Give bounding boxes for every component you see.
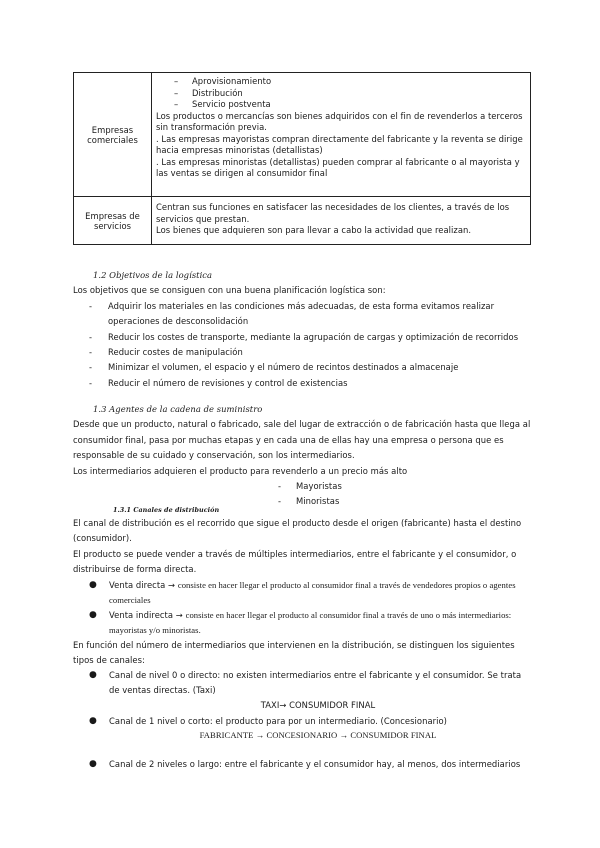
subsection-heading: 1.3.1 Canales de distribución [113, 506, 220, 514]
table-row [74, 196, 530, 244]
list-item: ● Canal de 1 nivel o corto: el producto para por un intermediario. (Concesionario) [89, 715, 448, 726]
cell-paragraph: Centran sus funciones en satisfacer las necesidades de los clientes, a través de los servicios que prestan. [156, 202, 510, 224]
list-item: ● Canal de nivel 0 o directo: no existen intermediarios entre el fabricante y el consumidor. Se trata de ventas directas. (Taxi) [89, 670, 522, 696]
intermediaries-line: Los intermediarios adquieren el producto para revenderlo a un precio más alto [73, 465, 408, 476]
cell-paragraph: . Las empresas mayoristas compran directamente del fabricante y la reventa se dirige hacia empresas minoristas (detallistas) [156, 133, 523, 155]
list-item: - Minimizar el volumen, el espacio y el número de recintos destinados a almacenaje [89, 362, 459, 373]
row-label: Empresas de servicios [74, 197, 152, 244]
list-item: ● Venta directa → consiste en hacer llegar el producto al consumidor final a través de vendedores propios o agentes comerciales [89, 579, 516, 605]
list-item: - Reducir los costes de transporte, mediante la agrupación de cargas y optimización de recorridos [89, 331, 519, 342]
section-paragraph: En función del número de intermediarios que intervienen en la distribución, se distinguen los siguientes tipos de canales: [73, 639, 515, 666]
row-label: Empresas comerciales [74, 73, 152, 196]
section-heading: 1.3 Agentes de la cadena de suministro [93, 404, 263, 414]
section-paragraph: El canal de distribución es el recorrido que sigue el producto desde el origen (fabricante) hasta el destino (consumidor). [73, 518, 522, 544]
section-heading: 1.2 Objetivos de la logística [93, 270, 213, 280]
company-types-table [73, 72, 531, 245]
section-objectives [73, 268, 533, 391]
channel-flow: FABRICANTE → CONCESIONARIO → CONSUMIDOR FINAL [199, 729, 437, 740]
list-item: - Reducir el número de revisiones y control de existencias [89, 377, 348, 388]
channel-flow: TAXI→ CONSUMIDOR FINAL [260, 700, 376, 711]
row-content [152, 197, 530, 244]
section-intro: Los objetivos que se consiguen con una buena planificación logística son: [73, 285, 386, 296]
channels-list [73, 757, 533, 772]
intermediary-item: - Mayoristas [278, 481, 342, 492]
channels-list [73, 714, 533, 729]
list-item: ● Venta indirecta → consiste en hacer llegar el producto al consumidor final a través de uno o más intermediarios: mayoristas y/o minoristas. [89, 609, 512, 635]
intermediary-item: - Minoristas [278, 496, 340, 507]
cell-paragraph: . Las empresas minoristas (detallistas) pueden comprar al fabricante o al mayorista y las ventas se dirigen al consumidor final [156, 156, 520, 178]
table-row [74, 73, 530, 196]
dash-item: – Servicio postventa [174, 99, 271, 109]
row-content [152, 73, 530, 196]
objectives-list [73, 299, 533, 391]
list-item: - Reducir costes de manipulación [89, 347, 243, 358]
list-item: - Adquirir los materiales en las condiciones más adecuadas, de esta forma evitamos realizar operaciones de desconsolidación [89, 300, 495, 327]
dash-item: – Distribución [174, 87, 243, 98]
section-paragraph: El producto se puede vender a través de múltiples intermediarios, entre el fabricante y el consumidor, o distribuirse de forma directa. [73, 548, 517, 575]
section-supply-chain-agents [73, 402, 533, 510]
channels-list [73, 668, 533, 698]
cell-paragraph: Los bienes que adquieren son para llevar a cabo la actividad que realizan. [156, 225, 472, 235]
list-item: ● Canal de 2 niveles o largo: entre el fabricante y el consumidor hay, al menos, dos intermediarios [89, 758, 521, 769]
sales-list [73, 578, 533, 638]
cell-paragraph: Los productos o mercancías son bienes adquiridos con el fin de revenderlos a terceros sin transformación previa. [156, 110, 523, 132]
section-distribution-channels [73, 504, 533, 772]
section-paragraph: Desde que un producto, natural o fabricado, sale del lugar de extracción o de fabricación hasta que llega al consumidor final, pasa por muchas etapas y en cada una de ellas hay una empresa o persona que es responsable de su cuidado y conservación, son los intermediarios. [73, 419, 531, 461]
dash-item: – Aprovisionamiento [174, 76, 272, 86]
